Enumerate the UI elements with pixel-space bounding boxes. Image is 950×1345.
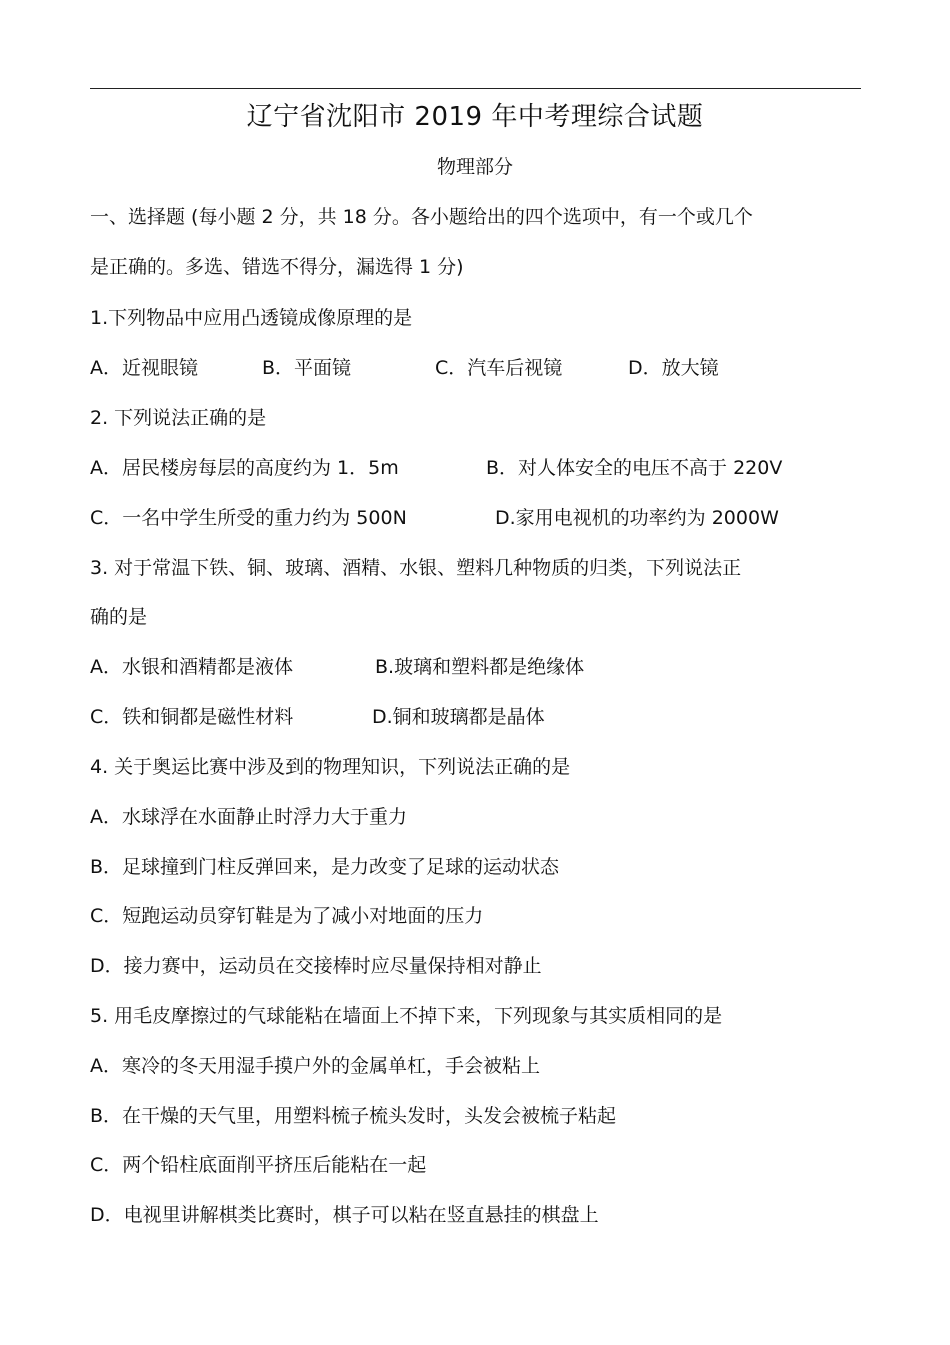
q2-stem: 2. 下列说法正确的是 — [90, 407, 267, 429]
q1-stem: 1.下列物品中应用凸透镜成像原理的是 — [90, 307, 413, 329]
q3-option-c: C．铁和铜都是磁性材料 — [90, 706, 294, 728]
page-subtitle: 物理部分 — [436, 156, 513, 178]
q5-option-c: C．两个铅柱底面削平挤压后能粘在一起 — [90, 1154, 427, 1176]
q3-stem-cont: 确的是 — [90, 606, 148, 628]
q4-stem: 4. 关于奥运比赛中涉及到的物理知识，下列说法正确的是 — [90, 756, 571, 778]
q1-option-d: D．放大镜 — [628, 357, 719, 379]
q5-option-a: A．寒冷的冬天用湿手摸户外的金属单杠，手会被粘上 — [90, 1055, 540, 1077]
q3-option-a: A．水银和酒精都是液体 — [90, 656, 293, 678]
q2-option-b: B．对人体安全的电压不高于 220V — [486, 457, 783, 479]
q3-option-b: B.玻璃和塑料都是绝缘体 — [375, 656, 585, 678]
q2-option-c: C．一名中学生所受的重力约为 500N — [90, 507, 407, 529]
q4-option-a: A．水球浮在水面静止时浮力大于重力 — [90, 806, 407, 828]
header-rule — [90, 88, 861, 89]
q4-option-b: B．足球撞到门柱反弹回来，是力改变了足球的运动状态 — [90, 856, 560, 878]
q1-option-a: A．近视眼镜 — [90, 357, 198, 379]
section-heading-cont: 是正确的。多选、错选不得分，漏选得 1 分) — [90, 256, 464, 278]
q2-option-d: D.家用电视机的功率约为 2000W — [495, 507, 779, 529]
q5-stem: 5. 用毛皮摩擦过的气球能粘在墙面上不掉下来，下列现象与其实质相同的是 — [90, 1005, 723, 1027]
q5-option-b: B．在干燥的天气里，用塑料梳子梳头发时，头发会被梳子粘起 — [90, 1105, 617, 1127]
page-title: 辽宁省沈阳市 2019 年中考理综合试题 — [246, 102, 704, 132]
q4-option-c: C．短跑运动员穿钉鞋是为了减小对地面的压力 — [90, 905, 484, 927]
q4-option-d: D．接力赛中，运动员在交接棒时应尽量保持相对静止 — [90, 955, 542, 977]
q1-option-b: B．平面镜 — [262, 357, 352, 379]
q2-option-a: A．居民楼房每层的高度约为 1．5m — [90, 457, 399, 479]
q5-option-d: D．电视里讲解棋类比赛时，棋子可以粘在竖直悬挂的棋盘上 — [90, 1204, 599, 1226]
q3-stem: 3. 对于常温下铁、铜、玻璃、酒精、水银、塑料几种物质的归类，下列说法正 — [90, 557, 742, 579]
section-heading: 一、选择题 (每小题 2 分，共 18 分。各小题给出的四个选项中，有一个或几个 — [90, 206, 753, 228]
q1-option-c: C．汽车后视镜 — [435, 357, 563, 379]
q3-option-d: D.铜和玻璃都是晶体 — [372, 706, 545, 728]
